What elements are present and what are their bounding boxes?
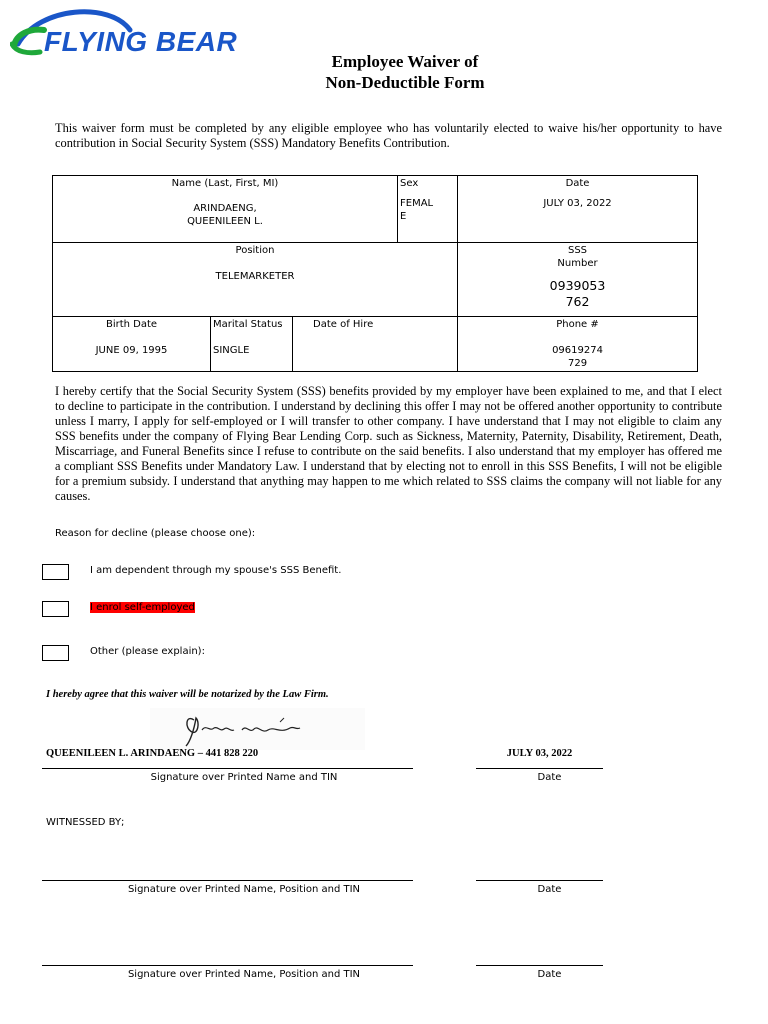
sss-value: 0939053762 xyxy=(549,278,606,309)
reason-label: Reason for decline (please choose one): xyxy=(55,528,256,539)
title-line-1: Employee Waiver of xyxy=(331,52,479,71)
hire-cell xyxy=(293,317,458,372)
date-value: JULY 03, 2022 xyxy=(543,198,612,209)
sex-value: FEMALE xyxy=(400,198,434,222)
witness-1-date-caption: Date xyxy=(537,884,562,895)
witness-1-signature-caption: Signature over Printed Name, Position and TIN xyxy=(127,884,361,895)
date-line xyxy=(476,768,603,769)
sex-label: Sex xyxy=(400,178,419,189)
company-logo xyxy=(10,4,295,58)
handwritten-signature xyxy=(150,708,365,750)
birth-value: JUNE 09, 1995 xyxy=(95,345,168,356)
sss-cell xyxy=(458,243,698,317)
signature-caption: Signature over Printed Name and TIN xyxy=(150,772,338,783)
logo-text: FLYING BEAR xyxy=(44,26,238,57)
signatory-name-tin: QUEENILEEN L. ARINDAENG – 441 828 220 xyxy=(46,748,259,759)
witness-2-date-line xyxy=(476,965,603,966)
intro-paragraph: This waiver form must be completed by any eligible employee who has voluntarily elected to waive his/her opportunity to have contribution in Social Security System (SSS) Mandatory Benefits Contribution. xyxy=(55,121,722,150)
name-cell xyxy=(53,176,398,243)
witness-2-signature-line xyxy=(42,965,413,966)
phone-cell xyxy=(458,317,698,372)
marital-value: SINGLE xyxy=(213,345,250,356)
name-label: Name (Last, First, MI) xyxy=(171,178,279,189)
sss-label: SSS Number xyxy=(557,245,598,269)
reason-checkbox-spouse[interactable] xyxy=(42,564,69,580)
witness-1-date-line xyxy=(476,880,603,881)
agreement-statement: I hereby agree that this waiver will be notarized by the Law Firm. xyxy=(46,689,329,700)
reason-checkbox-other[interactable] xyxy=(42,645,69,661)
position-cell xyxy=(53,243,458,317)
name-value: ARINDAENG, QUEENILEEN L. xyxy=(187,203,263,227)
phone-label: Phone # xyxy=(556,319,599,330)
position-label: Position xyxy=(235,245,275,256)
witness-1-signature-line xyxy=(42,880,413,881)
certification-paragraph: I hereby certify that the Social Security System (SSS) benefits provided by my employer have been explained to me, and that I elect to decline to participate in the contribution. I understand by declining this offer I may not be offered another opportunity to contribute unless I marry, I apply for self-employed or I will transfer to other company. I have understand that I may not eligible to claim any SSS benefits under the company of Flying Bear Lending Corp. such as Sickness, Maternity, Paternity, Disability, Retirement, Death, Miscarriage, and Funeral Benefits since I refuse to contribute on the said benefits. I also understand that my employer has offered me a compliant SSS Benefits under Mandatory Law. I understand that by electing not to enroll in this SSS Benefits, I will not be eligible for a premium subsidy. I understand that anything may happen to me which related to SSS claims the company will not liable for any causes. xyxy=(55,384,722,503)
position-value: TELEMARKETER xyxy=(215,271,295,282)
marital-cell xyxy=(211,317,293,372)
reason-checkbox-self-employed[interactable] xyxy=(42,601,69,617)
page-title xyxy=(250,51,560,93)
birth-label: Birth Date xyxy=(105,319,158,330)
signatory-date: JULY 03, 2022 xyxy=(506,748,573,759)
phone-value: 09619274729 xyxy=(552,345,603,369)
birth-cell xyxy=(53,317,211,372)
date-label: Date xyxy=(565,178,590,189)
witness-label: WITNESSED BY; xyxy=(46,817,125,828)
hire-label: Date of Hire xyxy=(313,319,374,330)
marital-label: Marital Status xyxy=(213,319,283,330)
reason-option-self-employed: I enrol self-employed xyxy=(90,602,195,613)
sex-cell xyxy=(398,176,458,243)
reason-option-spouse: I am dependent through my spouse's SSS Benefit. xyxy=(90,565,342,576)
title-line-2: Non-Deductible Form xyxy=(325,73,485,92)
witness-2-signature-caption: Signature over Printed Name, Position and TIN xyxy=(127,969,361,980)
date-caption: Date xyxy=(537,772,562,783)
signature-line xyxy=(42,768,413,769)
date-cell xyxy=(458,176,698,243)
witness-2-date-caption: Date xyxy=(537,969,562,980)
reason-option-other: Other (please explain): xyxy=(90,646,205,657)
employee-info-table xyxy=(52,175,698,372)
